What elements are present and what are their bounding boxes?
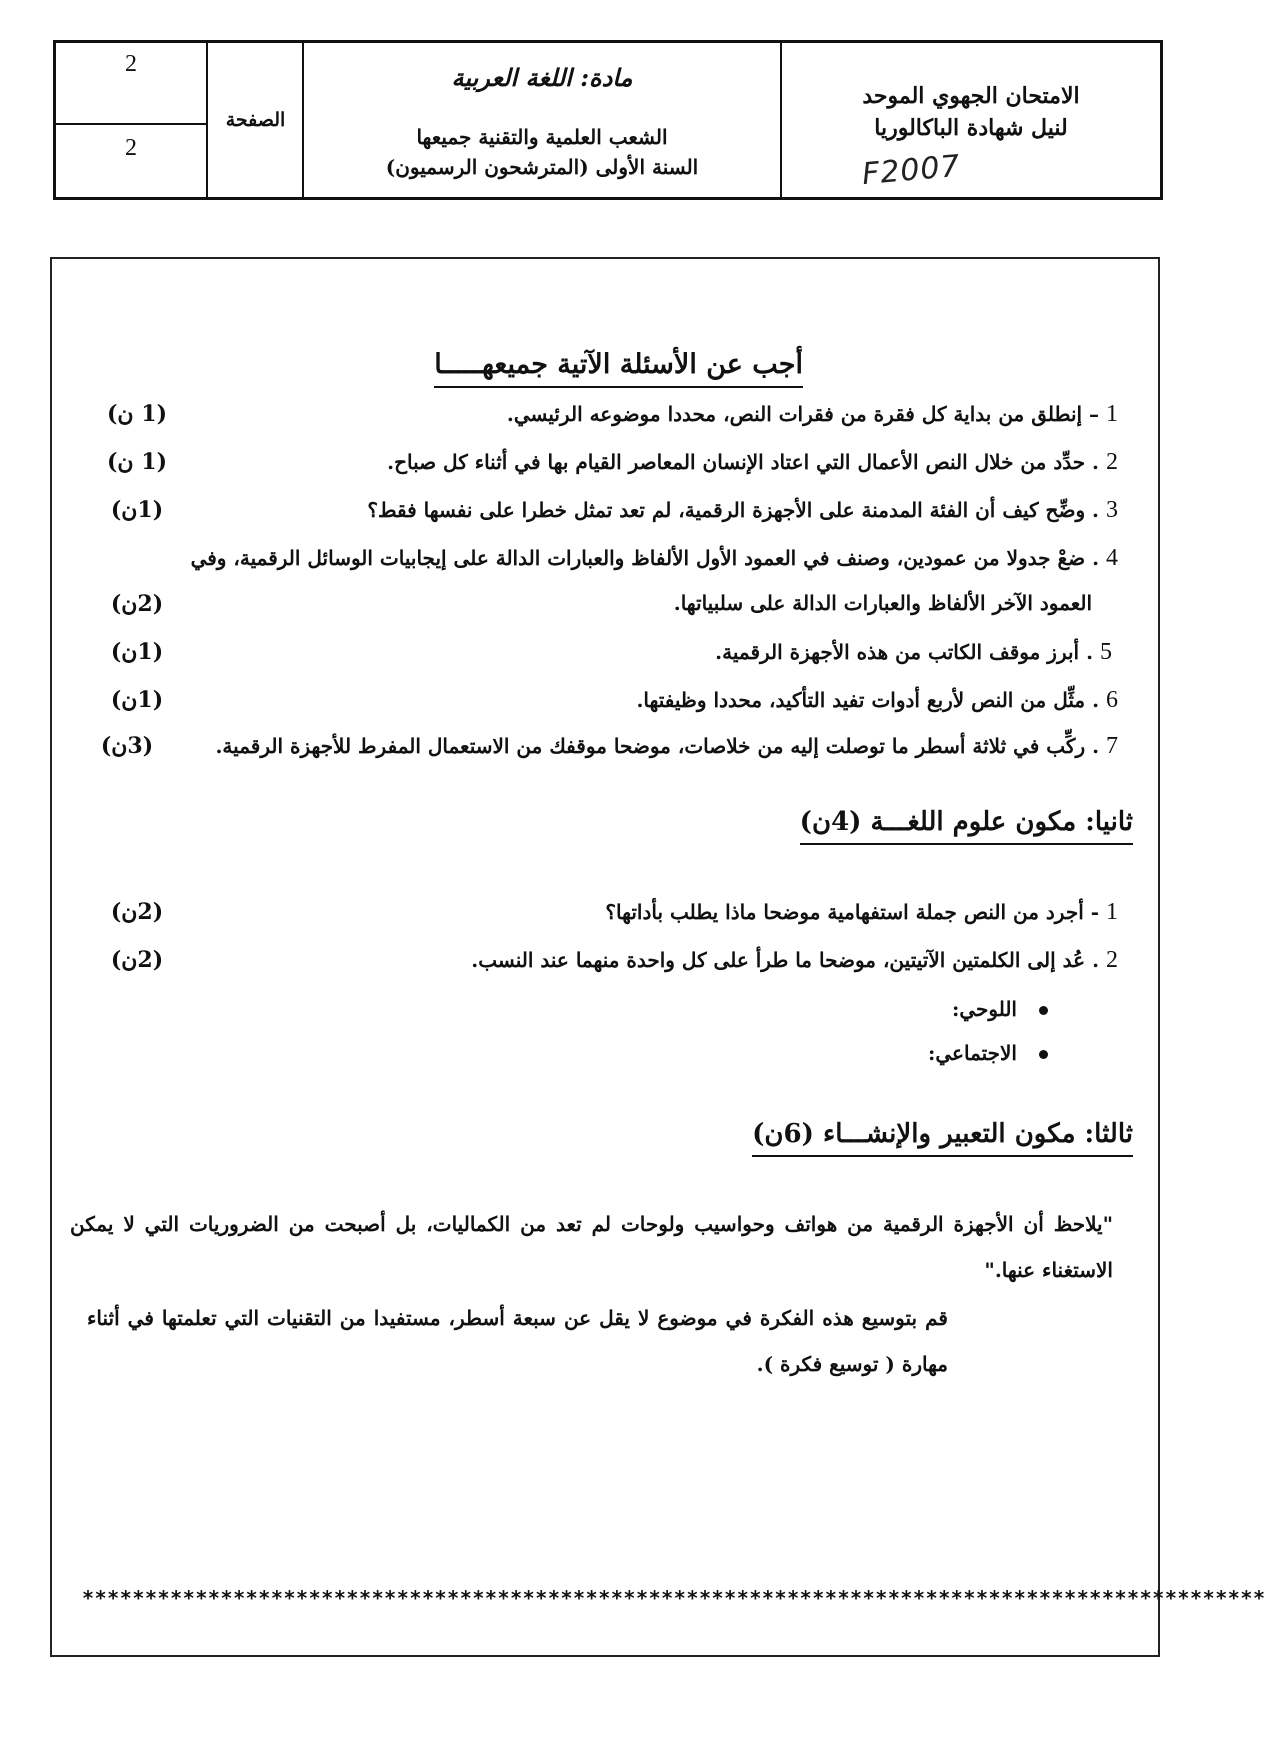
question-body: . ضعْ جدولا من عمودين، وصنف في العمود الأول الألفاظ والعبارات الدالة على إيجابيات الوسائل الرقمية، وفي xyxy=(190,546,1106,570)
question-number: 3 xyxy=(1106,497,1118,523)
page-label: الصفحة xyxy=(225,109,286,131)
question-body: . حدِّد من خلال النص الأعمال التي اعتاد الإنسان المعاصر القيام بها في أثناء كل صباح. xyxy=(387,450,1106,474)
exam-title: الامتحان الجهوي الموحد xyxy=(862,83,1080,109)
bullet-dot xyxy=(1039,1050,1048,1059)
question-number: 2 xyxy=(1106,449,1118,475)
quote-paragraph: "يلاحظ أن الأجهزة الرقمية من هواتف وحواسيب ولوحات لم تعد من الكماليات، بل أصبحت من الضروريات التي لا يمكن الاستغناء عنها." xyxy=(70,1212,1113,1282)
question-points: (3ن) xyxy=(100,733,154,759)
page-current: 2 xyxy=(125,51,137,77)
question-points: (1 ن) xyxy=(107,401,167,427)
question-points: (2ن) xyxy=(110,899,164,925)
question-row xyxy=(82,899,1118,935)
question-text xyxy=(605,899,1118,926)
question-number: 1 xyxy=(1106,401,1118,427)
bullet-text: اللوحي: xyxy=(951,997,1017,1021)
year-line: السنة الأولى (المترشحون الرسميون) xyxy=(385,155,699,179)
question-number: 7 xyxy=(1106,733,1118,759)
exam-cell xyxy=(782,43,1160,197)
bullet-item xyxy=(952,997,1048,1021)
question-body: . وضِّح كيف أن الفئة المدمنة على الأجهزة الرقمية، لم تعد تمثل خطرا على نفسها فقط؟ xyxy=(367,498,1106,522)
subject-title: مادة: اللغة العربية xyxy=(451,63,633,92)
question-text-continuation: العمود الآخر الألفاظ والعبارات الدالة على سلبياتها. xyxy=(673,591,1092,615)
question-number: 6 xyxy=(1106,687,1118,713)
bullet-text: الاجتماعي: xyxy=(927,1041,1017,1065)
question-row-continuation xyxy=(82,591,1118,627)
question-body: . أبرز موقف الكاتب من هذه الأجهزة الرقمية. xyxy=(715,640,1100,664)
footer-stars-line: ********************************************************************************************** xyxy=(82,1586,1266,1610)
question-text xyxy=(715,639,1112,666)
question-body: . مثِّل من النص لأربع أدوات تفيد التأكيد، محددا وظيفتها. xyxy=(636,688,1106,712)
instruction-paragraph: قم بتوسيع هذه الفكرة في موضوع لا يقل عن سبعة أسطر، مستفيدا من التقنيات التي تعلمتها في أثناء مهارة ( توسيع فكرة ). xyxy=(87,1306,948,1376)
subject-cell xyxy=(304,43,780,197)
question-text xyxy=(507,401,1118,428)
question-row xyxy=(82,733,1118,769)
question-points: (1 ن) xyxy=(107,449,167,475)
question-points: (1ن) xyxy=(110,497,164,523)
question-row xyxy=(82,687,1118,723)
bullet-dot xyxy=(1039,1006,1048,1015)
question-number: 1 xyxy=(1106,899,1118,925)
exam-content-box xyxy=(50,257,1266,1657)
question-points: (1ن) xyxy=(110,687,164,713)
section-title-expression: ثالثا: مكون التعبير والإنشـــاء (6ن) xyxy=(752,1119,1133,1157)
question-row xyxy=(82,401,1118,437)
question-body: – إنطلق من بداية كل فقرة من فقرات النص، محددا موضوعه الرئيسي. xyxy=(506,402,1106,426)
question-body: . عُد إلى الكلمتين الآتيتين، موضحا ما طرأ على كل واحدة منهما عند النسب. xyxy=(471,948,1106,972)
page-cell-divider xyxy=(56,123,206,125)
question-body: - أجرد من النص جملة استفهامية موضحا ماذا يطلب بأداتها؟ xyxy=(605,900,1106,924)
streams-line: الشعب العلمية والتقنية جميعها xyxy=(416,125,668,149)
section-title-language: ثانيا: مكون علوم اللغـــة (4ن) xyxy=(800,807,1133,845)
exam-subtitle: لنيل شهادة الباكالوريا xyxy=(874,115,1068,141)
question-row xyxy=(82,639,1118,675)
question-text xyxy=(471,947,1118,974)
question-row xyxy=(82,947,1118,983)
main-instruction-title: أجب عن الأسئلة الآتية جميعهـــــا xyxy=(434,349,803,388)
question-number: 4 xyxy=(1106,545,1118,571)
question-points: (1ن) xyxy=(110,639,164,665)
question-points: (2ن) xyxy=(110,591,164,617)
question-number: 2 xyxy=(1106,947,1118,973)
question-number: 5 xyxy=(1100,639,1112,665)
handwritten-exam-code: F2007 xyxy=(860,148,962,193)
question-row xyxy=(82,497,1118,533)
bullet-item xyxy=(928,1041,1048,1065)
question-body: . ركِّب في ثلاثة أسطر ما توصلت إليه من خلاصات، موضحا موقفك من الاستعمال المفرط للأجهزة الرقمية. xyxy=(215,734,1106,758)
question-row xyxy=(82,545,1118,581)
question-points: (2ن) xyxy=(110,947,164,973)
exam-header-table xyxy=(53,40,1163,200)
question-text xyxy=(367,497,1118,524)
question-text xyxy=(636,687,1118,714)
question-row xyxy=(82,449,1118,485)
page-total: 2 xyxy=(125,135,137,161)
question-text xyxy=(215,733,1118,760)
question-text xyxy=(387,449,1118,476)
question-text xyxy=(191,545,1118,572)
